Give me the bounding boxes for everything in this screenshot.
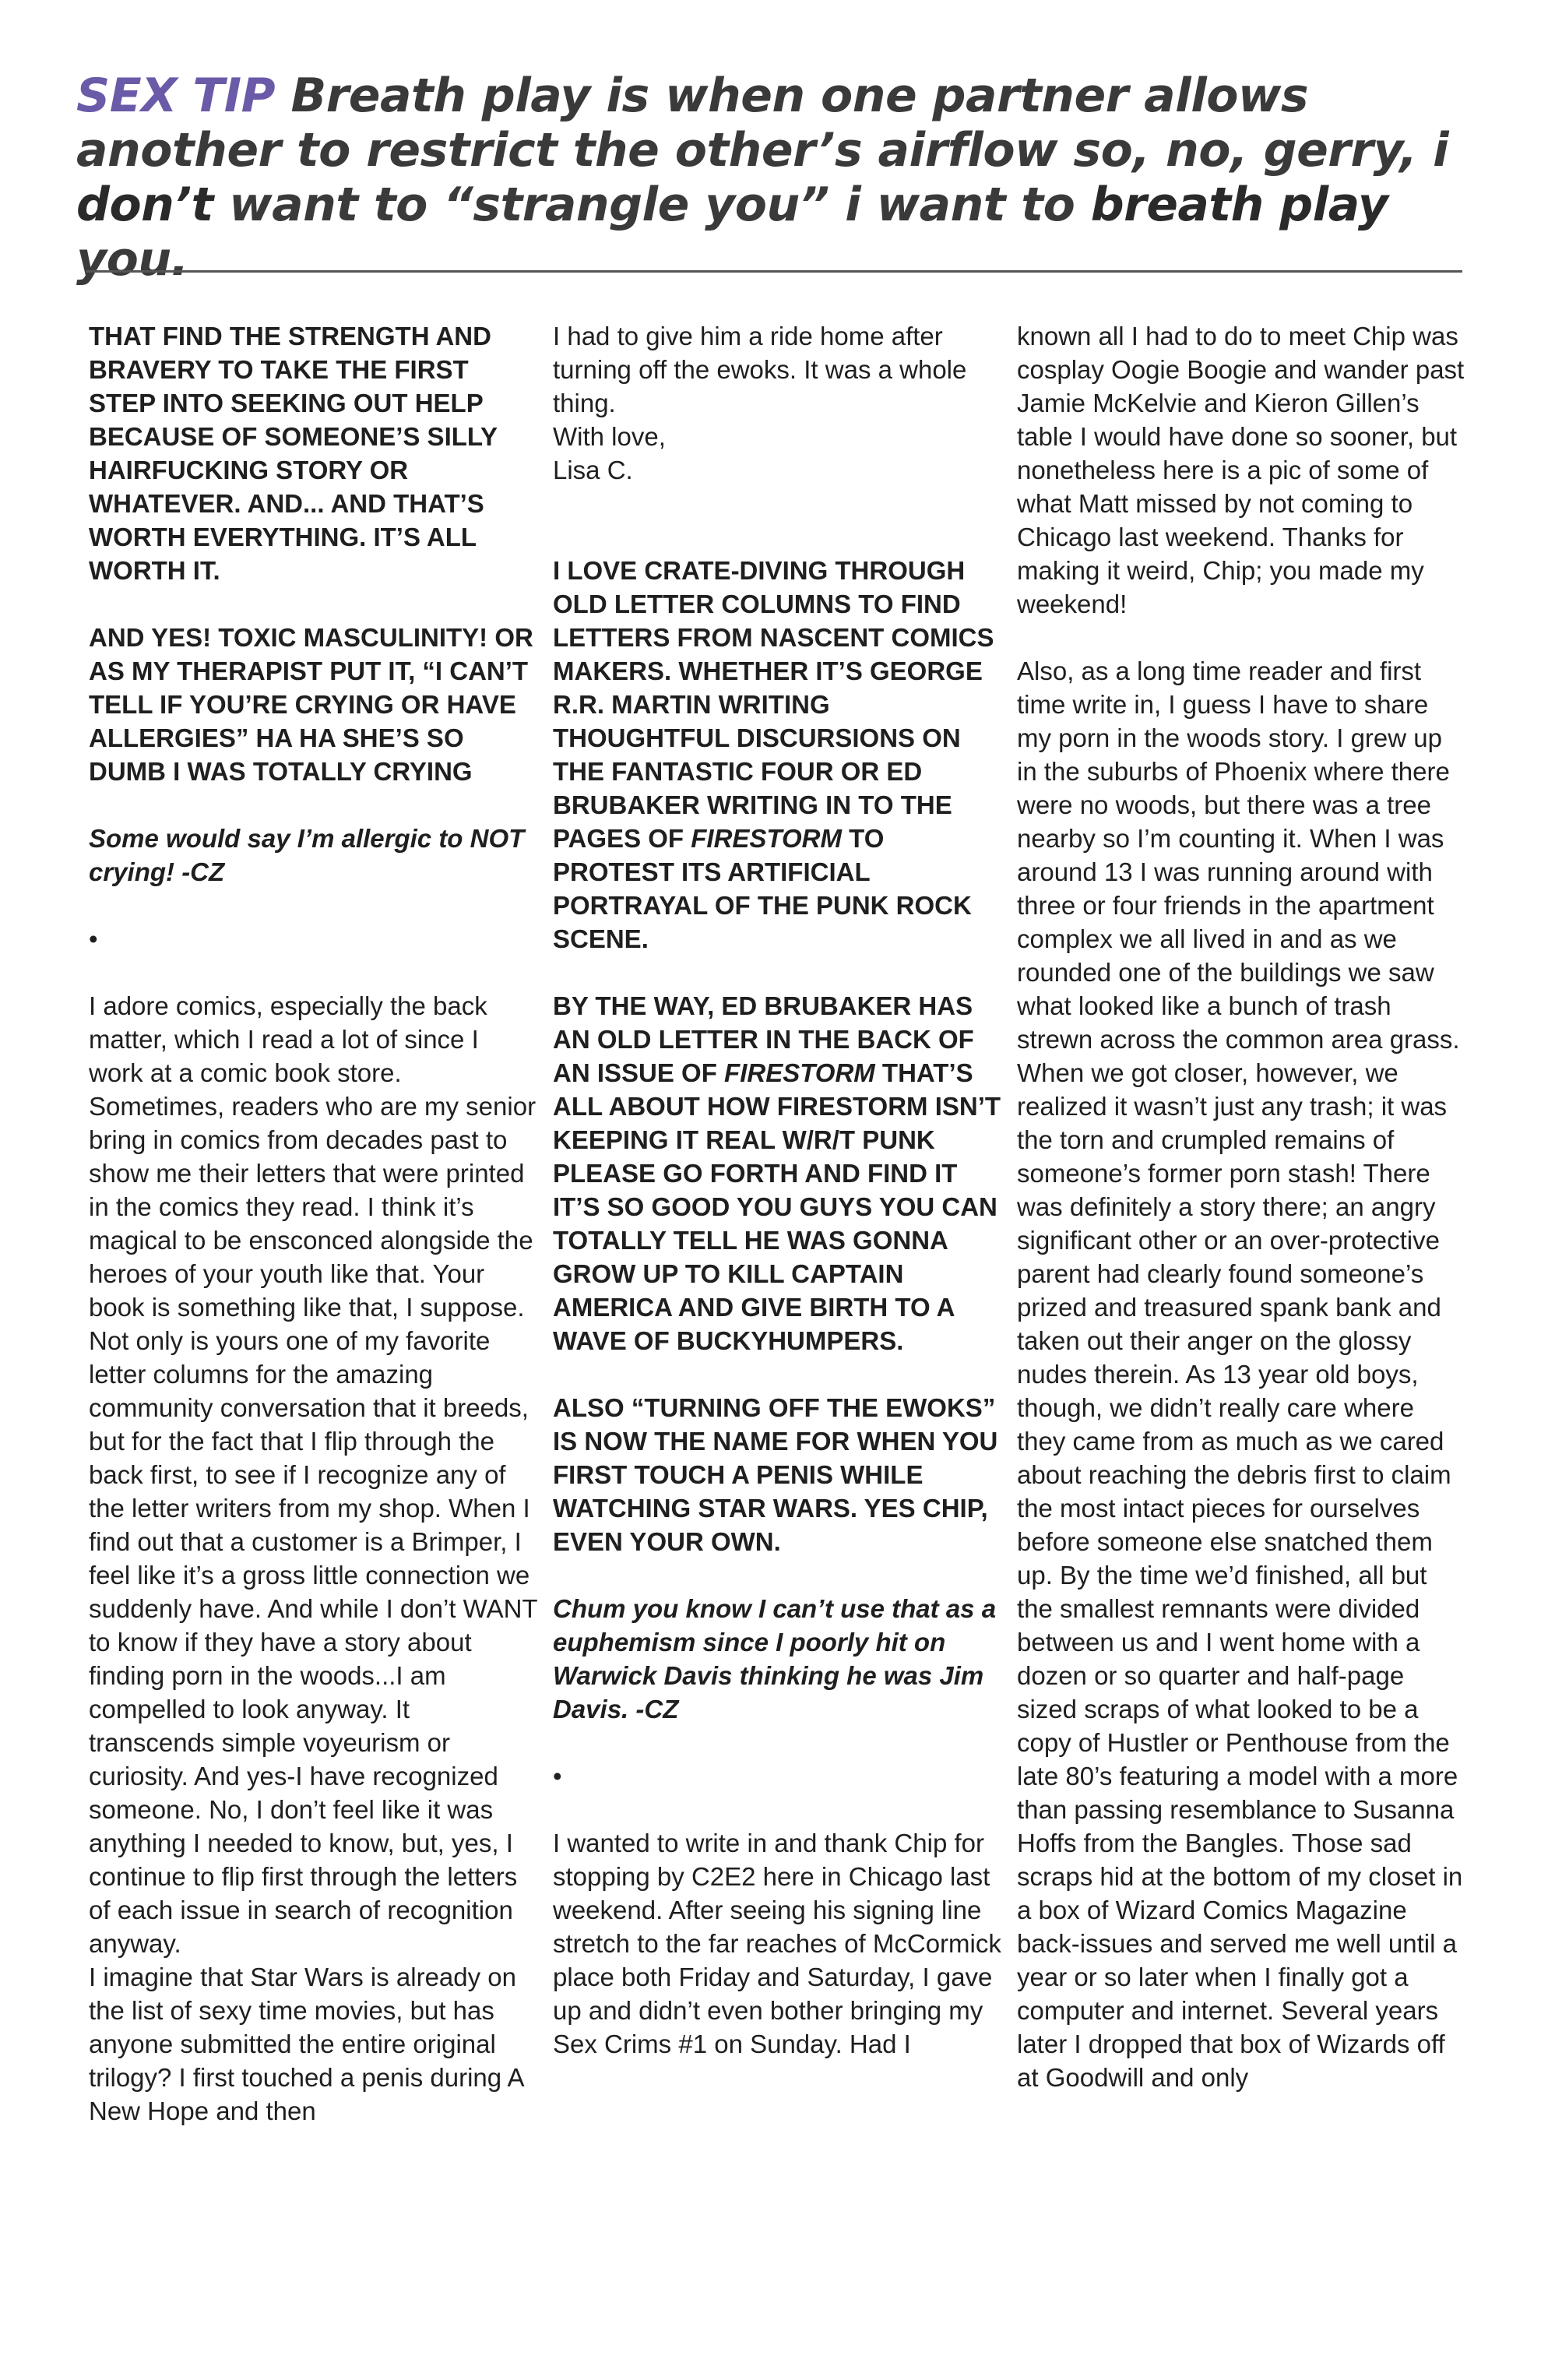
editor-reply: Chum you know I can’t use that as a euphemism since I poorly hit on Warwick Davis thinking he was Jim Davis. -CZ [553,1594,997,1723]
column-2 [553,319,1001,2061]
letter-paragraph: Also, as a long time reader and first time write in, I guess I have to share my porn in the woods story. I grew up in the suburbs of Phoenix where there were no woods, but there was a tree nearby so I’m counting it. When I was around 13 I was running around with three or four friends in the apartment complex we all lived in and as we rounded one of the buildings we saw what looked like a bunch of trash strewn across the common area grass. When we got closer, however, we realized it wasn’t just any trash; it was the torn and crumpled remains of someone’s former porn stash! There was definitely a story there; an angry significant other or an over-protective parent had clearly found someone’s prized and treasured spank bank and taken out their anger on the glossy nudes therein. As 13 year old boys, though, we didn’t really care where they came from as much as we cared about reaching the debris first to claim the most intact pieces for ourselves before someone else snatched them up. By the time we’d finished, all but the smallest remnants were divided between us and I went home with a dozen or so quarter and half-page sized scraps of what looked to be a copy of Hustler or Penthouse from the late 80’s featuring a model with a more than passing resemblance to Susanna Hoffs from the Bangles. Those sad scraps hid at the bottom of my closet in a box of Wizard Comics Magazine back-issues and served me well until a year or so later when I finally got a computer and internet. Several years later I dropped that box of Wizards off at Goodwill and only [1017,657,1463,2092]
letter-paragraph: I imagine that Star Wars is already on the list of sexy time movies, but has anyone submitted the entire original trilogy? I first touched a penis during A New Hope and then [89,1963,523,2125]
letter-caps-text: TO PROTEST ITS ARTIFICIAL PORTRAYAL OF THE PUNK ROCK SCENE. [553,824,972,953]
letter-paragraph: known all I had to do to meet Chip was cosplay Oogie Boogie and wander past Jamie McKelvie and Kieron Gillen’s table I would have done so sooner, but nonetheless here is a pic of some of what Matt missed by not coming to Chicago last weekend. Thanks for making it weird, Chip; you made my weekend! [1017,322,1465,618]
comic-title: FIRESTORM [724,1058,875,1087]
letter-caps-text: BY THE WAY, ED BRUBAKER HAS AN OLD LETTER IN THE BACK OF AN ISSUE OF [553,991,974,1087]
spacer [553,487,1001,520]
letter-caps-paragraph: THAT FIND THE STRENGTH AND BRAVERY TO TAKE THE FIRST STEP INTO SEEKING OUT HELP BECAUSE OF SOMEONE’S SILLY HAIRFUCKING STORY OR WHATEVER. AND... AND THAT’S WORTH EVERYTHING. IT’S ALL WORTH IT. [89,322,498,585]
letter-paragraph: Not only is yours one of my favorite letter columns for the amazing community conversation that it breeds, but for the fact that I flip through the back first, to see if I recognize any of the letter writers from my shop. When I find out that a customer is a Brimper, I feel like it’s a gross little connection we suddenly have. And while I don’t WANT to know if they have a story about finding porn in the woods...I am compelled to look anyway. It transcends simple voyeurism or curiosity. And yes-I have recognized someone. No, I don’t feel like it was anything I needed to know, but, yes, I continue to flip first through the letters of each issue in search of recognition anyway. [89,1326,537,1958]
sex-tip-header [76,69,1493,287]
letter-caps-paragraph: AND YES! TOXIC MASCULINITY! OR AS MY THERAPIST PUT IT, “I CAN’T TELL IF YOU’RE CRYING OR HAVE ALLERGIES” HA HA SHE’S SO DUMB I WAS TOTALLY CRYING [89,623,533,786]
column-1 [89,319,537,2128]
letter-signoff: With love, [553,422,666,451]
letter-caps-text: THAT’S ALL ABOUT HOW FIRESTORM ISN’T KEEPING IT REAL W/R/T PUNK PLEASE GO FORTH AND FIND IT IT’S SO GOOD YOU GUYS YOU CAN TOTALLY TELL HE WAS GONNA GROW UP TO KILL CAPTAIN AMERICA AND GIVE BIRTH TO A WAVE OF BUCKYHUMPERS. [553,1058,1001,1355]
letter-caps-text: I LOVE CRATE-DIVING THROUGH OLD LETTER COLUMNS TO FIND LETTERS FROM NASCENT COMICS MAKERS. WHETHER IT’S GEORGE R.R. MARTIN WRITING THOUGHTFUL DISCURSIONS ON THE FANTASTIC FOUR OR ED BRUBAKER WRITING IN TO THE PAGES OF [553,556,994,853]
spacer [553,520,1001,554]
letter-paragraph: I adore comics, especially the back matter, which I read a lot of since I work at a comic book store. Sometimes, readers who are my senior bring in comics from decades past to show me their letters that were printed in the comics they read. I think it’s magical to be ensconced alongside the heroes of your youth like that. Your book is something like that, I suppose. [89,991,537,1322]
header-divider [86,270,1462,273]
sex-tip-emphasis-1: don’t [76,178,213,232]
comic-title: FIRESTORM [691,824,842,853]
letter-signature: Lisa C. [553,456,633,484]
sex-tip-text-3: you. [76,232,188,287]
sex-tip-text-2: want to “strangle you” i want to [213,178,1091,232]
section-bullet: • [553,1762,562,1790]
letter-caps-paragraph: ALSO “TURNING OFF THE EWOKS” IS NOW THE NAME FOR WHEN YOU FIRST TOUCH A PENIS WHILE WATCHING STAR WARS. YES CHIP, EVEN YOUR OWN. [553,1393,998,1556]
letter-caps-paragraph [553,989,1001,1357]
letter-paragraph: I wanted to write in and thank Chip for stopping by C2E2 here in Chicago last weekend. After seeing his signing line stretch to the far reaches of McCormick place both Friday and Saturday, I gave up and didn’t even bother bringing my Sex Crims #1 on Sunday. Had I [553,1829,1001,2058]
sex-tip-emphasis-2: breath play [1090,178,1388,232]
section-bullet: • [89,924,98,953]
sex-tip-label: SEX TIP [76,69,276,123]
letter-caps-paragraph [553,554,1001,956]
column-3 [1017,319,1469,2094]
sex-tip-text-1: Breath play is when one partner allows another to restrict the other’s airflow so, no, gerry, i [76,69,1449,178]
editor-reply: Some would say I’m allergic to NOT crying! -CZ [89,824,525,886]
letter-paragraph: I had to give him a ride home after turning off the ewoks. It was a whole thing. [553,322,967,417]
